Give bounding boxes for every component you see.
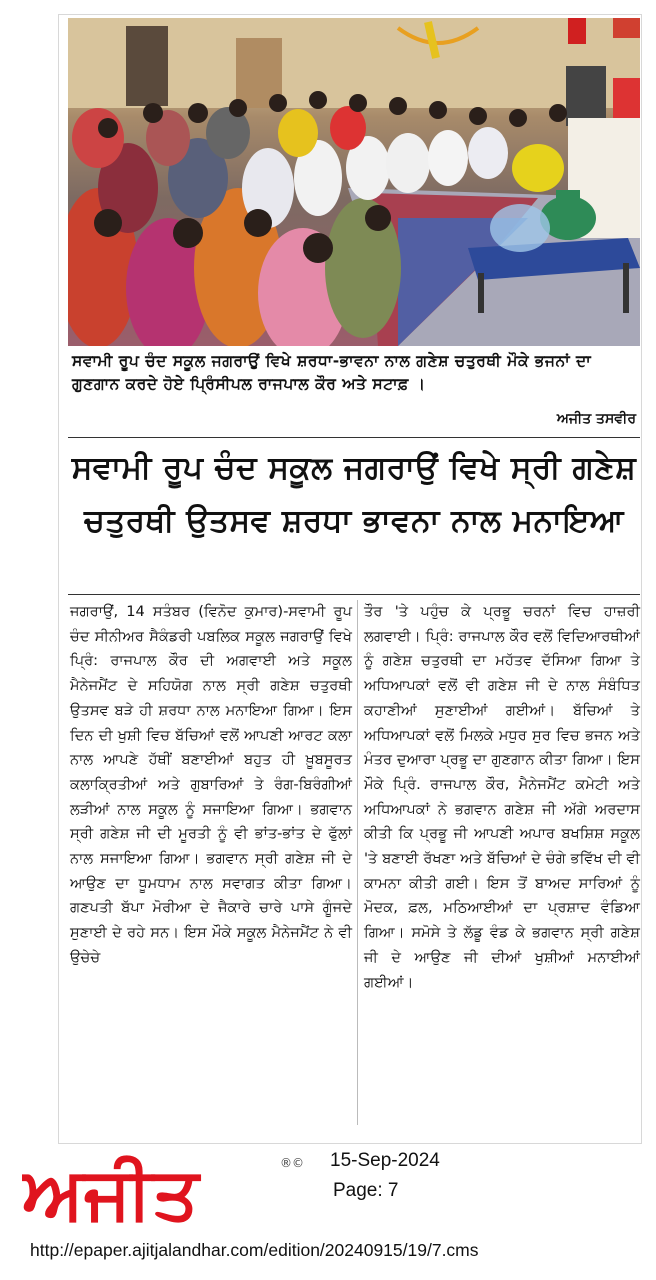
headline-line-2: ਚਤੁਰਥੀ ਉਤਸਵ ਸ਼ਰਧਾ ਭਾਵਨਾ ਨਾਲ ਮਨਾਇਆ bbox=[84, 503, 624, 539]
caption-divider bbox=[68, 437, 640, 438]
photo-illustration bbox=[68, 18, 640, 346]
photo-caption: ਸਵਾਮੀ ਰੂਪ ਚੰਦ ਸਕੂਲ ਜਗਰਾਉਂ ਵਿਖੇ ਸ਼ਰਧਾ-ਭਾਵਨਾ ਨਾਲ ਗਣੇਸ਼ ਚਤੁਰਥੀ ਮੌਕੇ ਭਜਨਾਂ ਦਾ ਗੁਣਗਾਨ ਕਰਦੇ ਹੋਏ ਪ੍ਰਿੰਸੀਪਲ ਰਾਜਪਾਲ ਕੌਰ ਅਤੇ ਸਟਾਫ਼ । bbox=[72, 352, 592, 393]
ajit-logo bbox=[22, 1150, 304, 1230]
ajit-logo-text: ਅਜੀਤ bbox=[22, 1151, 199, 1230]
edition-date: 15-Sep-2024 bbox=[330, 1150, 440, 1171]
registered-mark: ®© bbox=[280, 1156, 304, 1170]
event-photo bbox=[68, 18, 640, 346]
photo-credit: ਅਜੀਤ ਤਸਵੀਰ bbox=[556, 411, 636, 427]
headline-divider bbox=[68, 594, 640, 595]
article-column-right: ਤੌਰ 'ਤੇ ਪਹੁੰਚ ਕੇ ਪ੍ਰਭੂ ਚਰਨਾਂ ਵਿਚ ਹਾਜ਼ਰੀ ਲਗਵਾਈ। ਪ੍ਰਿੰ: ਰਾਜਪਾਲ ਕੌਰ ਵਲੋਂ ਵਿਦਿਆਰਥੀਆਂ ਨੂੰ ਗਣੇਸ਼ ਚਤੁਰਥੀ ਦਾ ਮਹੱਤਵ ਦੱਸਿਆ ਗਿਆ ਤੇ ਅਧਿਆਪਕਾਂ ਵਲੋਂ ਵੀ ਗਣੇਸ਼ ਜੀ ਦੇ ਨਾਲ ਸੰਬੰਧਿਤ ਕਹਾਣੀਆਂ ਸੁਣਾਈਆਂ ਗਈਆਂ। ਬੱਚਿਆਂ ਤੇ ਅਧਿਆਪਕਾਂ ਵਲੋਂ ਮਿਲਕੇ ਮਧੁਰ ਸੁਰ ਵਿਚ ਭਜਨ ਅਤੇ ਮੰਤਰ ਦੁਆਰਾ ਪ੍ਰਭੂ ਦਾ ਗੁਣਗਾਨ ਕੀਤਾ ਗਿਆ। ਇਸ ਮੌਕੇ ਪ੍ਰਿੰ. ਰਾਜਪਾਲ ਕੌਰ, ਮੈਨੇਜਮੈਂਟ ਕਮੇਟੀ ਅਤੇ ਅਧਿਆਪਕਾਂ ਨੇ ਭਗਵਾਨ ਗਣੇਸ਼ ਜੀ ਅੱਗੇ ਅਰਦਾਸ ਕੀਤੀ ਕਿ ਪ੍ਰਭੂ ਜੀ ਆਪਣੀ ਅਪਾਰ ਬਖਸ਼ਿਸ਼ ਸਕੂਲ 'ਤੇ ਬਣਾਈ ਰੱਖਣਾ ਅਤੇ ਬੱਚਿਆਂ ਦੇ ਚੰਗੇ ਭਵਿੱਖ ਦੀ ਵੀ ਕਾਮਨਾ ਕੀਤੀ ਗਈ। ਇਸ ਤੋਂ ਬਾਅਦ ਸਾਰਿਆਂ ਨੂੰ ਮੋਦਕ, ਫ਼ਲ, ਮਠਿਆਈਆਂ ਦਾ ਪ੍ਰਸ਼ਾਦ ਵੰਡਿਆ ਗਿਆ। ਸਮੋਸੇ ਤੇ ਲੱਡੂ ਵੰਡ ਕੇ ਭਗਵਾਨ ਸ੍ਰੀ ਗਣੇਸ਼ ਜੀ ਦੇ ਆਉਣ ਜੀ ਦੀਆਂ ਖੁਸ਼ੀਆਂ ਮਨਾਈਆਂ ਗਈਆਂ। bbox=[364, 603, 640, 991]
headline bbox=[70, 442, 638, 548]
page-number: Page: 7 bbox=[333, 1180, 399, 1201]
column-divider bbox=[357, 600, 358, 1125]
headline-line-1: ਸਵਾਮੀ ਰੂਪ ਚੰਦ ਸਕੂਲ ਜਗਰਾਉਂ ਵਿਖੇ ਸ੍ਰੀ ਗਣੇਸ਼ bbox=[71, 450, 637, 486]
epaper-url[interactable]: http://epaper.ajitjalandhar.com/edition/20240915/19/7.cms bbox=[30, 1240, 479, 1260]
article-column-left: ਜਗਰਾਉਂ, 14 ਸਤੰਬਰ (ਵਿਨੋਦ ਕੁਮਾਰ)-ਸਵਾਮੀ ਰੂਪ ਚੰਦ ਸੀਨੀਅਰ ਸੈਕੰਡਰੀ ਪਬਲਿਕ ਸਕੂਲ ਜਗਰਾਉਂ ਵਿਖੇ ਪ੍ਰਿੰ: ਰਾਜਪਾਲ ਕੌਰ ਦੀ ਅਗਵਾਈ ਅਤੇ ਸਕੂਲ ਮੈਨੇਜਮੈਂਟ ਦੇ ਸਹਿਯੋਗ ਨਾਲ ਸ੍ਰੀ ਗਣੇਸ਼ ਚਤੁਰਥੀ ਉਤਸਵ ਬੜੇ ਹੀ ਸ਼ਰਧਾ ਨਾਲ ਮਨਾਇਆ ਗਿਆ। ਇਸ ਦਿਨ ਦੀ ਖੁਸ਼ੀ ਵਿਚ ਬੱਚਿਆਂ ਵਲੋਂ ਆਪਣੀ ਆਰਟ ਕਲਾ ਨਾਲ ਆਪਣੇ ਹੱਥੀਂ ਬਣਾਈਆਂ ਬਹੁਤ ਹੀ ਖ਼ੂਬਸੂਰਤ ਕਲਾਕ੍ਰਿਤੀਆਂ ਅਤੇ ਗੁਬਾਰਿਆਂ ਤੇ ਰੰਗ-ਬਿਰੰਗੀਆਂ ਲੜੀਆਂ ਨਾਲ ਸਕੂਲ ਨੂੰ ਸਜਾਇਆ ਗਿਆ। ਭਗਵਾਨ ਸ੍ਰੀ ਗਣੇਸ਼ ਜੀ ਦੀ ਮੂਰਤੀ ਨੂੰ ਵੀ ਭਾਂਤ-ਭਾਂਤ ਦੇ ਫੁੱਲਾਂ ਨਾਲ ਸਜਾਇਆ ਗਿਆ। ਭਗਵਾਨ ਸ੍ਰੀ ਗਣੇਸ਼ ਜੀ ਦੇ ਆਉਣ ਦਾ ਧੂਮਧਾਮ ਨਾਲ ਸਵਾਗਤ ਕੀਤਾ ਗਿਆ। ਗਣਪਤੀ ਬੱਪਾ ਮੋਰੀਆ ਦੇ ਜੈਕਾਰੇ ਚਾਰੇ ਪਾਸੇ ਗੂੰਜਦੇ ਸੁਣਾਈ ਦੇ ਰਹੇ ਸਨ। ਇਸ ਮੌਕੇ ਸਕੂਲ ਮੈਨੇਜਮੈਂਟ ਨੇ ਵੀ ਉਚੇਚੇ bbox=[70, 603, 352, 966]
